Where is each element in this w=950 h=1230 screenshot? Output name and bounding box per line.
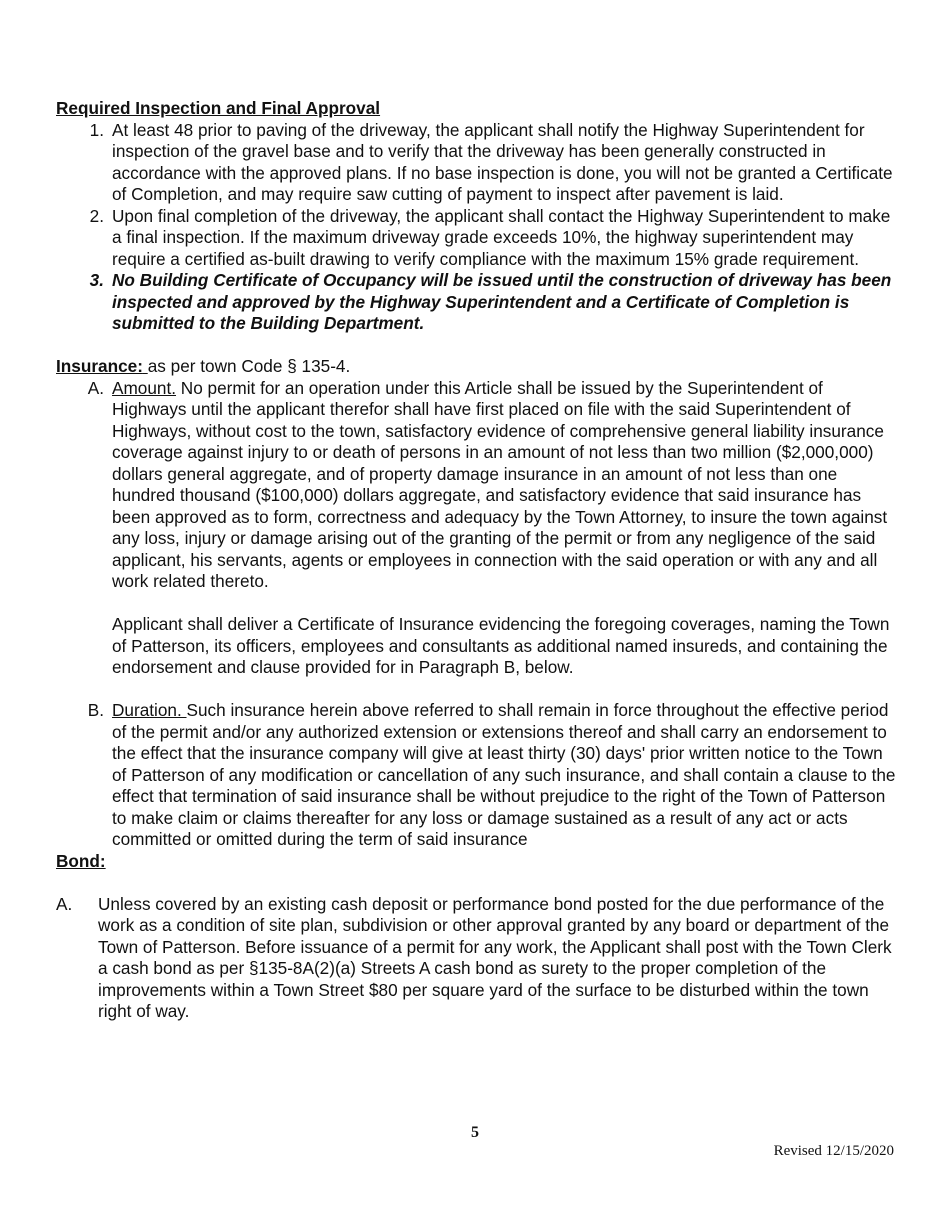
- list-item: [56, 894, 898, 1023]
- list-item: [56, 378, 898, 679]
- item-title: Amount.: [112, 377, 177, 398]
- list-item: [56, 206, 898, 271]
- item-body: No permit for an operation under this Article shall be issued by the Superintendent of Highways until the applicant therefor shall have first placed on file with the said Superintendent of Highways, without cost to the town, satisfactory evidence of comprehensive general liability insurance coverage against injury to or death of persons in an amount of not less than two million ($2,000,000) dollars general aggregate, and of property damage insurance in an amount of not less than one hundred thousand ($100,000) dollars aggregate, and satisfactory evidence that said insurance has been approved as to form, correctness and adequacy by the Town Attorney, to insure the town against any loss, injury or damage arising out of the granting of the permit or from any negligence of the said applicant, his servants, agents or employees in connection with the said operation or with any and all work related thereto.: [112, 377, 888, 591]
- insurance-intro: as per town Code § 135-4.: [147, 356, 351, 376]
- revision-date: Revised 12/15/2020: [773, 1143, 894, 1159]
- list-number: 1.: [89, 119, 104, 140]
- insurance-heading-line: [56, 356, 898, 378]
- list-item: [56, 270, 898, 335]
- list-item-text: No Building Certificate of Occupancy will be issued until the construction of driveway has been inspected and approved by the Highway Superintendent and a Certificate of Completion is submitted to the Building Department.: [112, 270, 892, 333]
- list-number: 3.: [89, 270, 104, 290]
- list-item-text: [112, 700, 898, 851]
- list-item-text: [112, 378, 898, 593]
- list-letter: A.: [56, 893, 73, 914]
- list-number: 2.: [89, 205, 104, 226]
- section-heading-bond: Bond:: [56, 850, 106, 871]
- list-letter: A.: [87, 377, 104, 398]
- page-content: [56, 98, 898, 1023]
- list-item: [56, 700, 898, 851]
- item-title: Duration.: [112, 700, 187, 720]
- list-item-text: At least 48 prior to paving of the driveway, the applicant shall notify the Highway Superintendent for inspection of the gravel base and to verify that the driveway has been generally constructed in accordance with the approved plans. If no base inspection is done, you will not be granted a Certificate of Completion, and may require saw cutting of payment to inspect after pavement is laid.: [112, 119, 893, 204]
- list-item-text: Unless covered by an existing cash deposit or performance bond posted for the due performance of the work as a condition of site plan, subdivision or other approval granted by any board or department of the Town of Patterson. Before issuance of a permit for any work, the Applicant shall post with the Town Clerk a cash bond as per §135-8A(2)(a) Streets A cash bond as surety to the proper completion of the improvements within a Town Street $80 per square yard of the surface to be disturbed within the town right of way.: [98, 893, 892, 1021]
- page-number: 5: [471, 1124, 479, 1141]
- list-item: [56, 120, 898, 206]
- section-heading-insurance: Insurance:: [56, 356, 143, 376]
- list-letter: B.: [87, 700, 104, 720]
- section-heading-inspection: Required Inspection and Final Approval: [56, 98, 381, 118]
- list-item-extra: Applicant shall deliver a Certificate of Insurance evidencing the foregoing coverages, naming the Town of Patterson, its officers, employees and consultants as additional named insureds, and containing the endorsement and clause provided for in Paragraph B, below.: [112, 614, 890, 677]
- list-item-text: Upon final completion of the driveway, the applicant shall contact the Highway Superintendent to make a final inspection. If the maximum driveway grade exceeds 10%, the highway superintendent may require a certified as-built drawing to verify compliance with the maximum 15% grade requirement.: [112, 205, 891, 269]
- item-body: Such insurance herein above referred to shall remain in force throughout the effective period of the permit and/or any authorized extension or extensions thereof and shall carry an endorsement to the effect that the insurance company will give at least thirty (30) days' prior written notice to the Town of Patterson of any modification or cancellation of any such insurance, and shall contain a clause to the effect that termination of said insurance shall be without prejudice to the right of the Town of Patterson to make claim or claims thereafter for any loss or damage sustained as a result of any act or acts committed or omitted during the term of said insurance: [112, 700, 896, 849]
